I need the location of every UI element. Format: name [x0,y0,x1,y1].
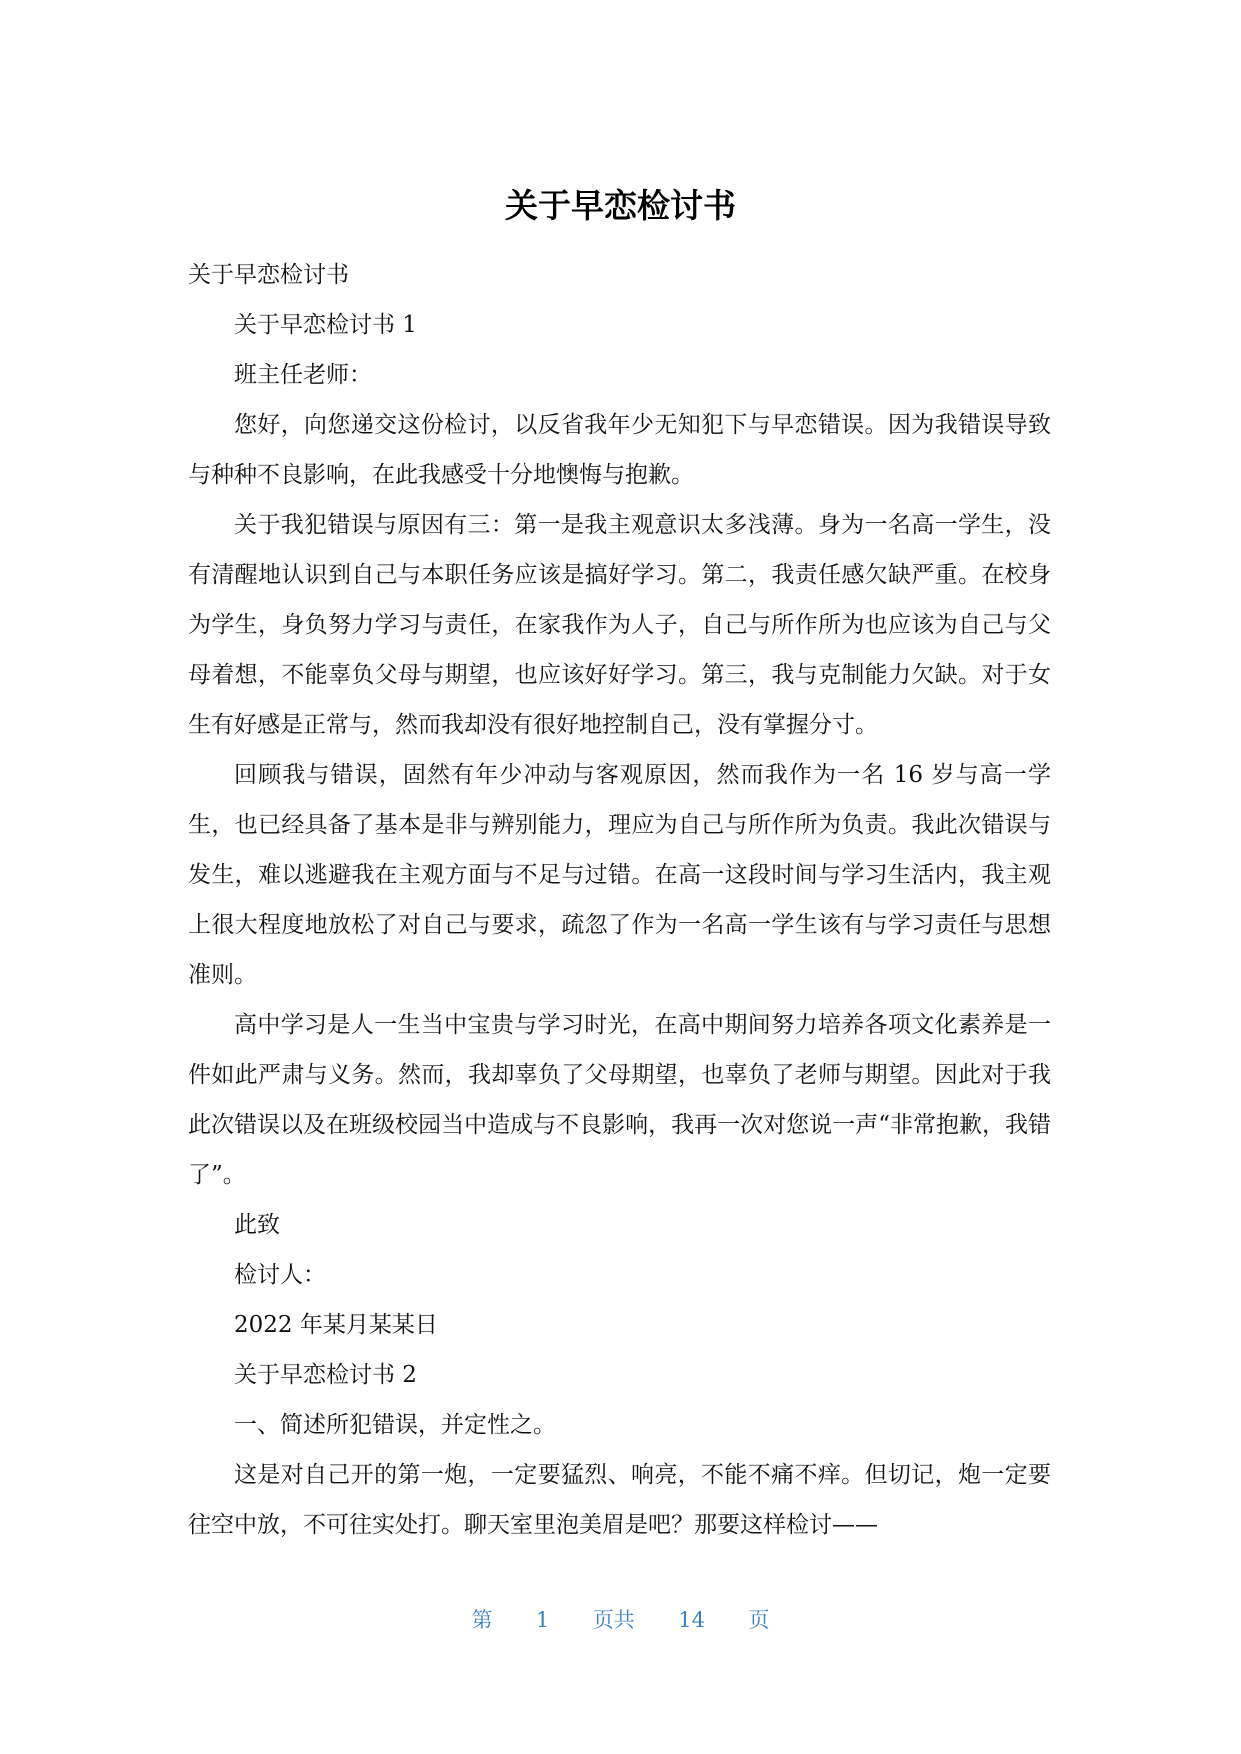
date-line: 2022 年某月某某日 [234,1312,438,1338]
list-heading-1: 一、简述所犯错误，并定性之。 [234,1412,556,1438]
paragraph-intro: 您好，向您递交这份检讨，以反省我年少无知犯下与早恋错误。因为我错误导致与种种不良影响，在此我感受十分地懊悔与抱歉。 [188,412,1051,488]
document-body [188,250,1051,1550]
doc-heading-line: 关于早恋检讨书 [188,262,349,288]
footer-prefix: 第 [471,1608,493,1632]
paragraph-review: 回顾我与错误，固然有年少冲动与客观原因，然而我作为一名 16 岁与高一学生，也已经具备了基本是非与辨别能力，理应为自己与所作所为负责。我此次错误与发生，难以逃避我在主观方面与不足与过错。在高一这段时间与学习生活内，我主观上很大程度地放松了对自己与要求，疏忽了作为一名高一学生该有与学习责任与思想准则。 [188,762,1051,988]
section-title-1: 关于早恋检讨书 1 [234,312,417,338]
page-footer [0,1605,1241,1635]
document-title: 关于早恋检讨书 [505,186,736,225]
paragraph-section2: 这是对自己开的第一炮，一定要猛烈、响亮，不能不痛不痒。但切记，炮一定要往空中放，不可往实处打。聊天室里泡美眉是吧？那要这样检讨—— [188,1462,1051,1538]
salutation: 班主任老师： [234,362,372,388]
footer-current-page: 1 [535,1608,550,1632]
footer-suffix: 页 [748,1608,770,1632]
paragraph-apology: 高中学习是人一生当中宝贵与学习时光，在高中期间努力培养各项文化素养是一件如此严肃与义务。然而，我却辜负了父母期望，也辜负了老师与期望。因此对于我此次错误以及在班级校园当中造成与不良影响，我再一次对您说一声“非常抱歉，我错了”。 [188,1012,1051,1188]
footer-total-pages: 14 [678,1608,706,1632]
section-title-2: 关于早恋检讨书 2 [234,1362,417,1388]
paragraph-reasons: 关于我犯错误与原因有三：第一是我主观意识太多浅薄。身为一名高一学生，没有清醒地认识到自己与本职任务应该是搞好学习。第二，我责任感欠缺严重。在校身为学生，身负努力学习与责任，在家我作为人子，自己与所作所为也应该为自己与父母着想，不能辜负父母与期望，也应该好好学习。第三，我与克制能力欠缺。对于女生有好感是正常与，然而我却没有很好地控制自己，没有掌握分寸。 [188,512,1051,738]
closing: 此致 [234,1212,280,1238]
signature-label: 检讨人： [234,1262,326,1288]
footer-middle: 页共 [592,1608,635,1632]
